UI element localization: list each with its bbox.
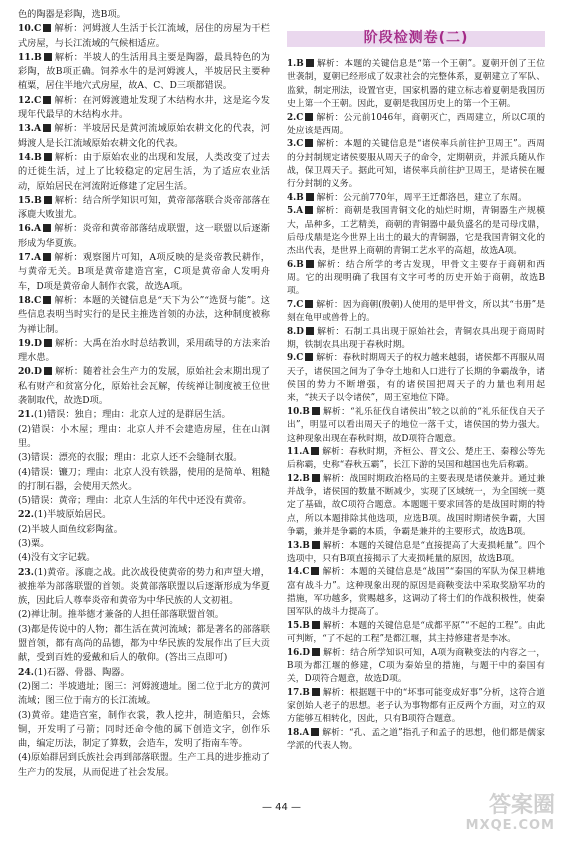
answer-entry — [18, 408, 270, 422]
answer-text: 解析：本题的关键信息是“战国”“秦国的军队为保卫耕地富有战斗力”。这种现象出现的原因是商鞅变法中采取奖励军功的措施，军功越多，赏赐越多，这调动了将士们的作战积极性，使秦国军队的战斗力提高了。 — [287, 567, 545, 618]
answer-entry — [287, 446, 545, 473]
answer-text: 解析：春秋时期，齐桓公、晋文公、楚庄王、秦穆公等先后称霸，史称“春秋五霸”，长江下游的吴国和越国也先后称霸。 — [287, 446, 545, 471]
answer-text: (3)粟。 — [18, 537, 50, 549]
square-bullet-icon — [44, 153, 52, 161]
question-number: 16. — [18, 223, 34, 235]
answer-entry — [287, 205, 545, 259]
answer-text: 解析：根据题干中的“坏事可能变成好事”分析，这符合道家创始人老子的思想。老子认为事物都有正反两个方面，对立的双方能够互相转化，因此，只有B项符合题意。 — [287, 687, 545, 725]
answer-text: (4)错误：镰刀；理由：北京人没有铁器，使用的是简单、粗糙的打制石器，会使用天然火。 — [18, 466, 270, 492]
answer-entry — [18, 423, 270, 452]
answer-text: (3)黄帝。建造宫室，制作衣裳，教人挖井，制造船只，会炼铜，开发明了弓箭；同时还命令他的属下创造文字，创作乐曲，编定历法，制定了算数，会造车，发明了指南车等。 — [18, 709, 270, 750]
answer-letter: C — [33, 294, 42, 306]
answer-letter: B — [33, 194, 42, 206]
square-bullet-icon — [306, 59, 314, 67]
answer-entry — [18, 508, 270, 522]
question-number: 2. — [287, 112, 297, 123]
answer-text: 解析：观察图片可知，A项反映的是炎帝教民耕作，与黄帝无关。B项是黄帝建造宫室，C项是黄帝命人发明舟车，D项是黄帝命人制作衣裳，故选A项。 — [18, 252, 270, 292]
answer-text: (2)半坡人面鱼纹彩陶盆。 — [18, 523, 123, 535]
answer-letter: C — [33, 94, 42, 106]
question-number: 12. — [287, 473, 303, 484]
question-number: 10. — [18, 23, 34, 35]
answer-text: 解析：春秋时期周天子的权力越来越弱，诸侯都不再服从周天子，诸侯国之间为了争夺土地和人口进行了长期的争霸战争，诸侯国的势力不断增强，有的诸侯国把周天子的力量也利用起来，“挟天子以令诸侯”，周王室地位下降。 — [287, 353, 545, 404]
answer-entry — [18, 523, 270, 537]
square-bullet-icon — [43, 124, 51, 132]
answer-text: (1)错误：独自；理由：北京人过的是群居生活。 — [33, 409, 231, 421]
question-number: 13. — [18, 123, 34, 135]
question-number: 13. — [287, 540, 303, 551]
answer-entry — [18, 680, 270, 709]
question-number: 3. — [287, 139, 297, 150]
answer-text: 解析：本题的关键信息是“天下为公”“选贤与能”。这些信息表明当时实行的是民主推选首领的办法，这种制度被称为禅让制。 — [18, 294, 270, 335]
answer-entry — [18, 22, 270, 51]
left-answer-column — [18, 8, 270, 780]
square-bullet-icon — [311, 728, 319, 736]
square-bullet-icon — [43, 224, 51, 232]
answer-text: 解析：半坡人的生活用具主要是陶器，最具特色的为彩陶，故B项正确。饲养水牛的是河姆渡人，半坡居民主要种植粟，居住半地穴式房屋，故A、C、D三项都错误。 — [18, 51, 270, 92]
answer-entry — [18, 709, 270, 752]
answer-letter: D — [33, 366, 42, 378]
answer-letter: B — [302, 406, 310, 417]
answer-letter: B — [302, 687, 310, 698]
answer-letter: B — [302, 473, 310, 484]
question-number: 9. — [287, 353, 297, 364]
answer-text: (2)禅让制。推举德才兼备的人担任部落联盟首领。 — [18, 609, 224, 621]
answer-entry — [18, 94, 270, 123]
question-number: 4. — [287, 192, 297, 203]
watermark-line1: 答案圈 — [488, 793, 555, 818]
answer-letter: B — [302, 620, 310, 631]
answer-entry — [287, 138, 545, 192]
question-number: 22. — [18, 509, 34, 521]
square-bullet-icon — [305, 206, 313, 214]
question-number: 21. — [18, 409, 34, 421]
answer-entry — [18, 194, 270, 223]
answer-entry — [287, 352, 545, 406]
answer-entry — [287, 647, 545, 687]
answer-text: 解析：“礼乐征伐自诸侯出”较之以前的“礼乐征伐自天子出”，明显可以看出周天子的地位一落千丈，诸侯国的势力强大。这种现象出现在春秋时期，故D项符合题意。 — [287, 406, 545, 444]
answer-letter: C — [296, 139, 304, 150]
watermark-line2: MXQE.COM — [465, 818, 555, 833]
answer-entry — [287, 406, 545, 446]
question-number: 14. — [287, 567, 303, 578]
answer-text: (2)图二：半坡遗址；图三：河姆渡遗址。图二位于北方的黄河流域；图三位于南方的长江流域。 — [18, 680, 270, 707]
answer-text: 色的陶器是彩陶，选B项。 — [18, 9, 126, 20]
answer-letter: D — [302, 647, 310, 658]
answer-entry — [18, 751, 270, 780]
answer-letter: B — [33, 151, 42, 163]
answer-text: (4)没有文字记载。 — [18, 552, 96, 564]
answer-letter: B — [296, 59, 304, 69]
square-bullet-icon — [312, 407, 320, 415]
square-bullet-icon — [311, 447, 319, 455]
question-number: 20. — [18, 366, 34, 378]
square-bullet-icon — [43, 296, 51, 304]
question-number: 5. — [287, 206, 297, 217]
answer-entry — [18, 222, 270, 251]
answer-text: 解析：半坡居民是黄河流域原始农耕文化的代表，河姆渡人是长江流域原始农耕文化的代表。 — [18, 123, 270, 149]
answer-text: 解析：公元前1046年，商朝灭亡，西周建立，所以C项的处应该是西周。 — [287, 112, 545, 136]
answer-entry — [287, 687, 545, 727]
square-bullet-icon — [312, 541, 320, 549]
question-number: 8. — [287, 326, 297, 337]
answer-letter: B — [33, 51, 42, 63]
answer-entry — [287, 259, 545, 299]
question-number: 24. — [18, 666, 34, 678]
square-bullet-icon — [311, 567, 319, 575]
answer-text: 解析：结合所学的考古发现，甲骨文主要存于商朝和西周。它的出现明确了我国有文字可考的历史开始于商朝，故选B项。 — [287, 259, 545, 297]
answer-entry — [287, 727, 545, 754]
answer-entry — [287, 566, 545, 620]
answer-letter: A — [33, 252, 42, 264]
answer-entry — [287, 620, 545, 647]
answer-letter: C — [302, 567, 310, 578]
answer-entry — [18, 337, 270, 366]
answer-text: (1)石器、骨器、陶器。 — [33, 666, 130, 678]
answer-text: 解析：河姆渡人生活于长江流域，居住的房屋为干栏式房屋，与长江流域的气候相适应。 — [18, 23, 270, 49]
answer-text: 解析：由于原始农业的出现和发展，人类改变了过去的迁徙生活，过上了比较稳定的定居生活，为了适应农业活动，原始居民在河流附近修建了定居生活。 — [18, 151, 270, 192]
question-number: 15. — [18, 194, 34, 206]
answer-entry — [287, 473, 545, 540]
right-answer-column — [287, 58, 545, 754]
answer-text: (1)黄帝。涿鹿之战。此次战役使黄帝的势力和声望大增，被推举为部落联盟的首领。炎黄部落联盟以后逐渐形成为华夏族，因此后人尊奉炎帝和黄帝为中华民族的人文初祖。 — [18, 566, 270, 607]
question-number: 18. — [18, 294, 34, 306]
question-number: 15. — [287, 620, 303, 631]
answer-entry — [18, 51, 270, 94]
question-number: 12. — [18, 94, 34, 106]
answer-letter: C — [296, 112, 304, 123]
answer-text: 解析：商朝是我国青铜文化的灿烂时期，青铜器生产规模大，品种多，工艺精美，商朝的青铜器中最负盛名的是司母戊鼎，后母戊鼎是迄今世界上出土的最大的青铜器，它是我国青铜文化的杰出代表，是世界上商朝的青铜工艺水平的高超，故选A项。 — [287, 206, 545, 257]
answer-entry — [18, 8, 270, 22]
answer-entry — [18, 466, 270, 495]
square-bullet-icon — [43, 96, 51, 104]
square-bullet-icon — [44, 53, 52, 61]
answer-entry — [287, 299, 545, 326]
square-bullet-icon — [306, 327, 314, 335]
question-number: 6. — [287, 259, 297, 270]
square-bullet-icon — [305, 353, 313, 361]
answer-letter: C — [296, 299, 304, 310]
answer-entry — [18, 365, 270, 408]
square-bullet-icon — [44, 196, 52, 204]
answer-text: 解析：大禹在治水时总结教训，采用疏导的方法来治理水患。 — [18, 337, 270, 364]
answer-text: 解析：本题的关键信息是“第一个王朝”。夏朝开创了王位世袭制，夏朝已经形成了奴隶社会的完整体系，夏朝建立了军队、监狱，制定刑法，设置官吏，国家机器的建立标志着夏朝是我国历史上第一个王朝。因此，夏朝是我国历史上的第一个王朝。 — [287, 59, 545, 110]
answer-entry — [287, 540, 545, 567]
answer-letter: D — [296, 326, 304, 337]
answer-entry — [18, 294, 270, 337]
square-bullet-icon — [306, 193, 314, 201]
answer-text: (2)错误：小木屋；理由：北京人并不会建造房屋，住在山洞里。 — [18, 423, 270, 449]
question-number: 18. — [287, 727, 303, 738]
answer-text: 解析：结合所学知识可知，黄帝部落联合炎帝部落在涿鹿大败蚩尤。 — [18, 194, 270, 221]
answer-entry — [18, 451, 270, 465]
answer-text: 解析：“孔、孟之道”指孔子和孟子的思想，他们都是儒家学派的代表人物。 — [287, 727, 545, 752]
question-number: 17. — [18, 252, 34, 264]
answer-text: 解析：石制工具出现于原始社会，青铜农具出现于商周时期，铁制农具出现于春秋时期。 — [287, 326, 545, 350]
square-bullet-icon — [43, 24, 51, 32]
question-number: 7. — [287, 299, 297, 310]
square-bullet-icon — [312, 621, 320, 629]
answer-text: (5)错误：黄帝；理由：北京人生活的年代中还没有黄帝。 — [18, 495, 252, 507]
section-title-banner — [287, 25, 545, 51]
question-number: 1. — [287, 59, 297, 69]
answer-entry — [18, 666, 270, 680]
question-number: 23. — [18, 566, 34, 578]
answer-text: (3)错误：漂亮的衣服；理由：北京人还不会缝制衣服。 — [18, 452, 243, 464]
square-bullet-icon — [43, 253, 51, 261]
answer-entry — [18, 608, 270, 622]
answer-letter: A — [296, 206, 304, 217]
question-number: 14. — [18, 151, 34, 163]
question-number: 16. — [287, 647, 303, 658]
answer-text: 解析：结合所学知识可知，A项为商鞅变法的内容之一，B项为都江堰的修建，C项为秦始皇的措施，与题干中的秦国有关，D项符合题意，故选D项。 — [287, 647, 545, 685]
answer-letter: B — [296, 192, 304, 203]
answer-letter: A — [302, 727, 310, 738]
answer-letter: D — [33, 337, 42, 349]
answer-letter: B — [296, 259, 304, 270]
question-number: 10. — [287, 406, 303, 417]
answer-entry — [18, 623, 270, 666]
answer-entry — [18, 494, 270, 508]
answer-text: (1)半坡原始居民。 — [33, 509, 112, 521]
answer-entry — [287, 326, 545, 353]
answer-entry — [18, 122, 270, 151]
answer-text: (4)原始群居到氏族社会再到部落联盟。生产工具的进步推动了生产力的发展，从而促进了社会发展。 — [18, 752, 270, 778]
square-bullet-icon — [312, 474, 320, 482]
answer-text: 解析：本题的关键信息是“直接提高了大麦损耗量”。四个选项中，只有B项直接揭示了大麦损耗量的原因，故选B项。 — [287, 540, 545, 564]
square-bullet-icon — [44, 339, 52, 347]
answer-entry — [287, 192, 545, 205]
answer-text: 解析：本题的关键信息是“诸侯率兵前往护卫周王”。西周的分封制规定诸侯要服从周天子的命令，定期朝贡，并派兵随从作战，保卫周天子。据此可知，诸侯率兵前往护卫周王，是诸侯在履行分封制的义务。 — [287, 139, 545, 190]
question-number: 19. — [18, 337, 34, 349]
answer-entry — [18, 151, 270, 194]
answer-letter: C — [296, 353, 304, 364]
square-bullet-icon — [312, 688, 320, 696]
answer-letter: A — [33, 123, 42, 135]
answer-entry — [287, 58, 545, 112]
square-bullet-icon — [312, 648, 320, 656]
answer-entry — [18, 551, 270, 565]
answer-entry — [18, 251, 270, 294]
answer-entry — [18, 566, 270, 609]
section-title: 阶段检测卷(二) — [363, 29, 469, 46]
answer-text: 解析：随着社会生产力的发展，原始社会末期出现了私有财产和贫富分化，原始社会瓦解，传统禅让制度被王位世袭制取代，故选D项。 — [18, 366, 270, 407]
watermark-logo — [445, 794, 555, 838]
question-number: 17. — [287, 687, 303, 698]
square-bullet-icon — [305, 300, 313, 308]
answer-letter: A — [302, 446, 310, 457]
answer-letter: A — [33, 223, 42, 235]
square-bullet-icon — [305, 113, 313, 121]
answer-letter: C — [33, 23, 42, 35]
answer-text: (3)都是传说中的人物；都生活在黄河流域；都是著名的部落联盟首领，都有高尚的品德，都为中华民族的发展作出了巨大贡献，受到百姓的爱戴和后人的敬仰。(答出三点即可) — [18, 623, 270, 664]
square-bullet-icon — [44, 367, 52, 375]
answer-text: 解析：在河姆渡遗址发现了木结构水井，这是迄今发现年代最早的木结构水井。 — [18, 94, 270, 121]
answer-entry — [18, 537, 270, 551]
square-bullet-icon — [305, 139, 313, 147]
question-number: 11. — [287, 446, 303, 457]
question-number: 11. — [18, 51, 34, 63]
answer-text: 解析：公元前770年，周平王迁都洛邑，建立了东周。 — [316, 192, 527, 203]
answer-entry — [287, 112, 545, 139]
page-number: — 44 — — [261, 802, 302, 813]
answer-text: 解析：因为商朝(殷朝)人使用的是甲骨文，所以其“书册”是刻在龟甲或兽骨上的。 — [287, 299, 545, 324]
answer-letter: B — [302, 540, 310, 551]
answer-text: 解析：战国时期政治格局的主要表现是诸侯兼并。通过兼并战争，诸侯国的数量不断减少，实现了区域统一，为全国统一奠定了基础，故C项符合题意。本题题干要求回答的是战国时期的特点，所以本题排除其他选项，应选B项。战国时期诸侯争霸，大国争霸，兼并是争霸的本质，争霸是兼并的主要形式，故选B项。 — [287, 473, 545, 538]
square-bullet-icon — [306, 260, 314, 268]
answer-text: 解析：炎帝和黄帝部落结成联盟，这一联盟以后逐渐形成为华夏族。 — [18, 223, 270, 249]
answer-text: 解析：本题的关键信息是“成都平原”“不起的工程”。由此可判断，“了不起的工程”是都江堰，其主持修建者是李冰。 — [287, 620, 545, 645]
